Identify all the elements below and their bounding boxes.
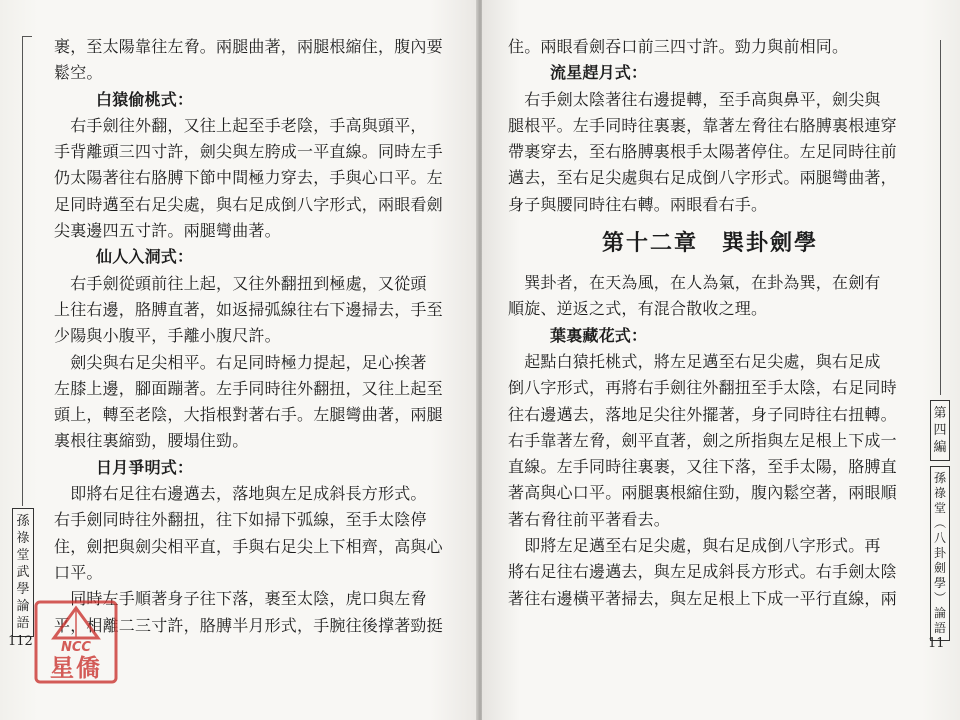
side-tab-char: 語 <box>933 621 946 635</box>
text-line: 口平。 <box>54 562 103 582</box>
text-line: 腿根平。左手同時往裏裹，靠著左脅往右胳膊裏根連穿 <box>508 115 897 135</box>
text-line: 上往右邊，胳膊直著，如返掃弧線往右下邊掃去，手至 <box>54 299 443 319</box>
side-tab-char: 孫 <box>933 471 946 485</box>
text-line: 平，相離二三寸許，胳膊半月形式，手腕往後撑著勁挺 <box>54 615 443 635</box>
text-line: 右手劍從頭前往上起，又往外翻扭到極處，又從頭 <box>54 273 427 293</box>
text-line: 順旋、逆返之式，有混合散收之理。 <box>508 299 768 319</box>
text-line: 帶裹穿去，至右胳膊裏根手太陽著停住。左足同時往前 <box>508 142 897 162</box>
left-text-body <box>54 34 458 639</box>
left-side-tab <box>12 508 34 637</box>
watermark-stamp <box>34 600 118 684</box>
side-tab-char: 孫 <box>16 514 30 529</box>
left-page-number: 112 <box>8 634 33 649</box>
side-tab-char: 四 <box>933 423 947 438</box>
watermark-text-en: NCC <box>61 640 91 655</box>
chapter-title: 第十二章 巽卦劍學 <box>601 230 818 257</box>
text-line: 劍尖與右足尖相平。右足同時極力提起，足心挨著 <box>54 352 427 372</box>
text-line: 右手劍太陰著往右邊提轉，至手高與鼻平，劍尖與 <box>508 89 881 109</box>
text-line: 往右邊邁去，落地足尖往外擺著，身子同時往右扭轉。 <box>508 404 897 424</box>
text-line: 倒八字形式，再將右手劍往外翻扭至手太陰，右足同時 <box>508 378 897 398</box>
side-tab-char: 第 <box>933 406 947 421</box>
right-text-body <box>508 34 912 612</box>
text-line: 足同時邁至右足尖處，與右足成倒八字形式，兩眼看劍 <box>54 194 443 214</box>
text-line: 著往右邊橫平著掃去，與左足根上下成一平行直線，兩 <box>508 588 897 608</box>
text-line: 住，劍把與劍尖相平直，手與右足尖上下相齊，高與心 <box>54 536 443 556</box>
text-line: 巽卦者，在天為風，在人為氣，在卦為巽，在劍有 <box>508 273 881 293</box>
side-tab-char: 祿 <box>933 486 946 500</box>
margin-rule <box>22 36 23 506</box>
side-tab-char: 學 <box>16 582 30 597</box>
text-line: 邁去，至右足尖處與右足成倒八字形式。兩腿彎曲著， <box>508 168 897 188</box>
side-tab-char: 武 <box>16 565 30 580</box>
side-tab-char: 語 <box>16 616 30 631</box>
text-line: 起點白猿托桃式，將左足邁至右足尖處，與右足成 <box>508 351 881 371</box>
text-line: 著高與心口平。兩腿裏根縮住勁，腹內鬆空著，兩眼順 <box>508 483 897 503</box>
text-line: 著右脅往前平著看去。 <box>508 509 671 529</box>
right-page-number: 11 <box>928 636 945 651</box>
right-side-tab-title <box>930 466 950 641</box>
section-heading: 白猿偷桃式： <box>96 89 194 109</box>
text-line: 即將右足往右邊邁去，落地與左足成斜長方形式。 <box>54 484 427 504</box>
text-line: 仍太陽著往右胳膊下節中間極力穿去，手與心口平。左 <box>54 168 443 188</box>
side-tab-char: 論 <box>933 606 946 620</box>
text-line: 尖裏邊四五寸許。兩腿彎曲著。 <box>54 221 281 241</box>
text-line: 鬆空。 <box>54 63 103 83</box>
side-tab-char: 堂 <box>16 548 30 563</box>
text-line: 即將左足邁至右足尖處，與右足成倒八字形式。再 <box>508 536 881 556</box>
margin-rule-top <box>22 36 32 37</box>
side-tab-char: 祿 <box>16 531 30 546</box>
watermark-text-cn: 星僑 <box>50 653 102 682</box>
text-line: 將右足往右邊邁去，與左足成斜長方形式。右手劍太陰 <box>508 562 897 582</box>
side-tab-char: 堂 <box>933 501 946 515</box>
section-heading: 仙人入洞式： <box>96 247 194 267</box>
text-line: 裏根往裏縮勁，腰塌住勁。 <box>54 431 249 451</box>
margin-rule-right <box>940 40 941 395</box>
side-tab-char: 編 <box>933 440 947 455</box>
side-tab-char: 論 <box>16 599 30 614</box>
right-side-tab-volume <box>930 400 950 461</box>
side-tab-char: 八 <box>933 531 946 545</box>
section-heading: 流星趕月式： <box>550 63 648 83</box>
text-line: 直線。左手同時往裏裹，又往下落，至手太陽，胳膊直 <box>508 457 897 477</box>
side-tab-char: ︵ <box>933 516 946 530</box>
text-line: 右手劍同時往外翻扭，往下如掃下弧線，至手太陰停 <box>54 510 427 530</box>
side-tab-char: 卦 <box>933 546 946 560</box>
section-heading: 日月爭明式： <box>96 457 194 477</box>
section-heading: 葉裏藏花式： <box>550 325 648 345</box>
text-line: 右手靠著左脅，劍平直著，劍之所指與左足根上下成一 <box>508 430 897 450</box>
side-tab-char: 學 <box>933 576 946 590</box>
text-line: 頭上，轉至老陰，大指根對著右手。左腿彎曲著，兩腿 <box>54 405 443 425</box>
side-tab-char: 劍 <box>933 561 946 575</box>
text-line: 同時左手順著身子往下落，裹至太陰，虎口與左脅 <box>54 589 427 609</box>
text-line: 身子與腰同時往右轉。兩眼看右手。 <box>508 194 768 214</box>
text-line: 左膝上邊，腳面蹦著。左手同時往外翻扭，又往上起至 <box>54 378 443 398</box>
text-line: 裹，至太陽靠往左脅。兩腿曲著，兩腿根縮住，腹內要 <box>54 37 443 56</box>
text-line: 少陽與小腹平，手離小腹尺許。 <box>54 326 281 346</box>
text-line: 右手劍往外翻，又往上起至手老陰，手高與頭平， <box>54 115 427 135</box>
left-page <box>0 0 478 720</box>
side-tab-char: ︶ <box>933 591 946 605</box>
text-line: 手背離頭三四寸許，劍尖與左胯成一平直線。同時左手 <box>54 142 443 162</box>
text-line: 住。兩眼看劍吞口前三四寸許。勁力與前相同。 <box>508 37 849 56</box>
